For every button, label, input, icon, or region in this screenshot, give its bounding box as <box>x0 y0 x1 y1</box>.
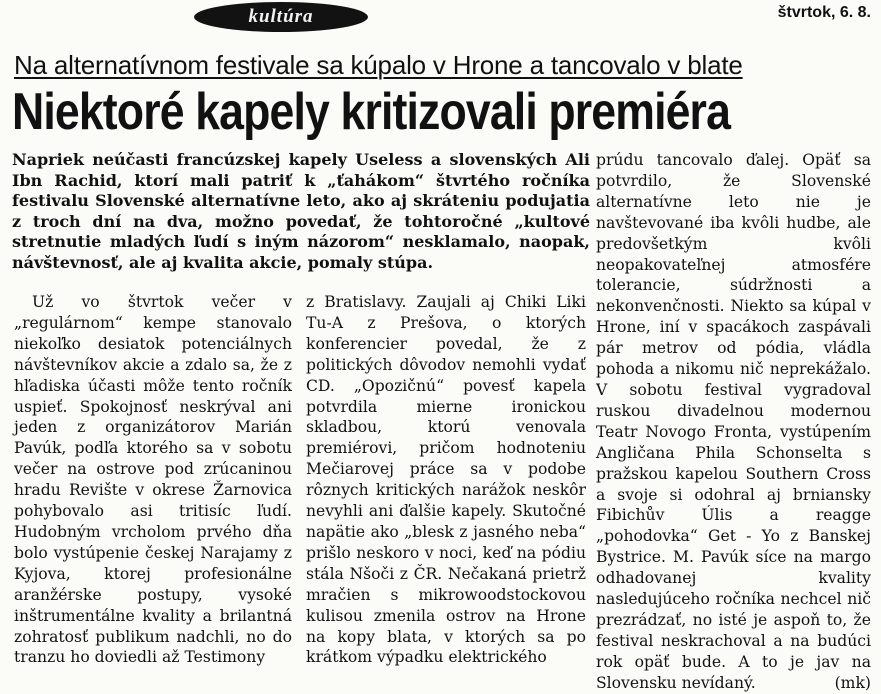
article-headline: Niektoré kapely kritizovali premiéra <box>12 83 731 141</box>
article-column-2: z Bratislavy. Zaujali aj Chiki Liki Tu-A z Prešova, o ktorých konferencier povedal, že z politických dôvodov nemohli vydať CD. „Opozičnú“ povesť kapela potvrdila mierne ironickou skladbou, ktorú venovala premiérovi, pričom hodnoteniu Mečiarovej práce sa v podobe rôznych kritických narážok neskôr nevyhli ani ďalšie kapely. Skutočné napätie ako „blesk z jasného neba“ prišlo neskoro v noci, keď na pódiu stála Nšoči z ČR. Nečakaná prietrž mračien s mikrowoodstockovou kulisou zmenila ostrov na Hrone na kopy blata, v ktorých sa po krátkom výpadku elektrického <box>306 293 586 667</box>
section-label: kultúra <box>194 2 368 32</box>
article-column-1: Už vo štvrtok večer v „regulárnom“ kempe stanovalo niekoľko desiatok potenciálnych návštevníkov akcie a zdalo sa, že z hľadiska účasti môže tento ročník uspieť. Spokojnosť neskrýval ani jeden z organizátorov Marián Pavúk, podľa ktorého sa v sobotu večer na ostrove pod zrúcaninou hradu Revište v okrese Žarnovica pohybovalo asi tritisíc ľudí. Hudobným vrcholom prvého dňa bolo vystúpenie českej Narajamy z Kyjova, ktorej profesionálne aranžérske postupy, vysoké inštrumentálne kvality a brilantná zohratosť publikum nadchli, no do tranzu ho doviedli až Testimony <box>14 293 292 667</box>
author-signature: (mk) <box>834 673 871 692</box>
article-column-3 <box>596 150 871 694</box>
article-column-3-text: prúdu tancovalo ďalej. Opäť sa potvrdilo, že Slovenské alternatívne leto nie je navštevované iba kvôli hudbe, ale predovšetkým kvôli neopakovateľnej atmosfére tolerancie, súdržnosti a nekonvenčnosti. Niekto sa kúpal v Hrone, iní v spacákoch zaspávali pár metrov od pódia, vládla pohoda a nikomu nič neprekážalo. V sobotu festival vygradoval ruskou divadelnou modernou Teatr Novogo Fronta, vystúpením Angličana Phila Schonselta s pražskou kapelou Southern Cross a svoje si odohral aj brniansky Fibichův Úlis a reagge „pohodovka“ Get - Yo z Banskej Bystrice. M. Pavúk síce na margo odhadovanej kvality nasledujúceho ročníka nechcel nič prezrádzať, no isté je aspoň to, že festival neskrachoval a na budúci rok opäť bude. A to je jav na Slovensku nevídaný. <box>596 151 871 692</box>
issue-date: štvrtok, 6. 8. <box>777 4 871 21</box>
article-perex: Napriek neúčasti francúzskej kapely Useless a slovenských Ali Ibn Rachid, ktorí mali patriť k „ťahákom“ štvrtého ročníka festivalu Slovenské alternatívne leto, ako aj skráteniu podujatia z troch dní na dva, možno povedať, že tohtoročné „kultové stretnutie mladých ľudí s iným názorom“ nesklamalo, naopak, návštevnosť, ale aj kvalita akcie, pomaly stúpa. <box>12 150 590 272</box>
article-kicker: Na alternatívnom festivale sa kúpalo v Hrone a tancovalo v blate <box>14 50 743 80</box>
